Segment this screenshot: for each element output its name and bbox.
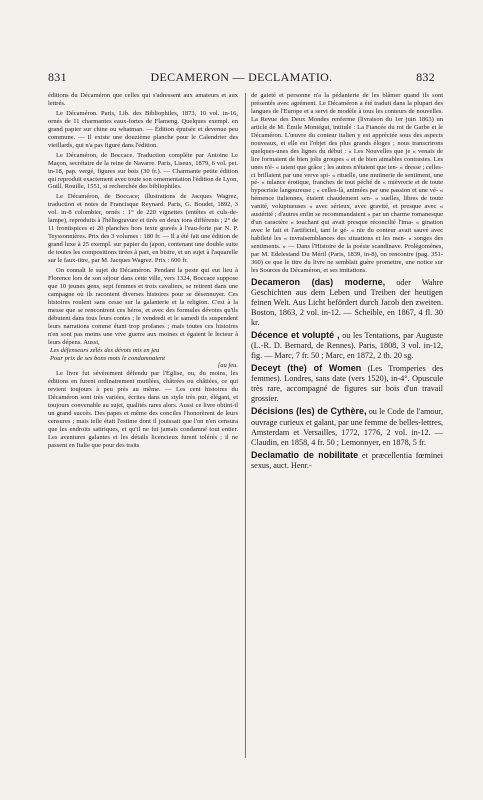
- left-column: [48, 92, 238, 450]
- paragraph: éditions du Décaméron que celles qui s'adressent aux amateurs et aux lettrés.: [48, 92, 238, 107]
- entry-text: (Les Tromperies des femmes). Londres, sans date (vers 1520), in-4°. Opuscule très rare, accompagné de figures sur bois d'un travail grossier.: [251, 364, 444, 404]
- dictionary-entry: [251, 363, 443, 404]
- dictionary-entry: [251, 330, 443, 361]
- running-title: DECAMERON — DECLAMATIO.: [150, 70, 333, 84]
- verse-line: Les défenseurs zélés des dévots mis en jeu: [50, 346, 160, 354]
- entry-headword: Declamatio de nobilitate: [251, 449, 359, 460]
- verse-line: Pour prix de ses bons mots le condamnaient: [50, 354, 166, 362]
- entry-text: oder Wahre Geschichten aus dem Leben und Treiben der heutigen feinen Welt. Aus Licht befördert durch Jacob den zweiten. Boston, 1863, 2 vol. in-12. — Scheible, en 1867, 4 fl. 30 kr.: [251, 277, 443, 328]
- paragraph: de gaieté et personne n'a la pédanterie de les blâmer quand ils sont présentés avec agrément. Le Décaméron a été traduit dans la plupart des langues de l'Europe et a servi de modèle à tous les conteurs de nouvelles. La Revue des Deux Mondes renferme (livraison du 1er juin 1863) un article de M. Émile Montégut, intitulé : La Fiancée du roi de Garbe et le Décaméron. L'œuvre du conteur italien y est appréciée sous des aspects nouveaux, et elle est l'objet des plus grands éloges ; nous transcrirons quelques-unes des lignes du début : « Les Nouvelles que je « venais de lire formaient de bien jolis groupes « et de bien aimables contrastes. Les unes n'é- « taient que grâce ; les autres n'étaient que ten- « dresse ; celles-ci brillaient par une verve spi- « rituelle, une mutinerie de sentiment, une pé- « tulance érotique, franches de tout péché de « mièvrerie et de toute hypocrisie langoureuse ; « celles-là, animées par une passion et une vé- « hémence italiennes, étaient chaudement sen- « suelles, libres de toute vanité, voluptueuses « avec sérieux, avec gravité, et presque avec « austérité ; d'autres enfin se recommandaient « par un charme romanesque d'un caractère « touchant qui avait presque réconcilié l'ima- « gination avec le fait et l'artificiel, tant le gé- « nie du conteur avait sauvé avec habileté les « invraisemblances des situations et les men- « songes des sentiments. » — Dans l'Histoire de la poésie scandinave. Prolégomènes, par M. Edelestand Du Méril (Paris, 1839, in-8), on rencontre (pag. 351-360) ce que le titre du livre ne semblait guère promettre, une notice sur les Sources du Décaméron, et ses imitations.: [251, 92, 443, 274]
- entry-headword: Décence et volupté ,: [251, 330, 340, 341]
- paragraph: Le Décaméron, de Boccace; illustrations de Jacques Wagrez, traduction et notes de Francisque Reynard. Paris, G. Boudet, 1892, 3 vol. in-8 colombier, ornés : 1° de 220 vignettes (entêtes et culs-de-lampe), reproduits à l'héliogravure et tirés en deux tons différents ; 2° de 11 frontispices et 20 planches hors texte gravés à l'eau-forte par N. P. Teyssonnières. Prix des 3 volumes : 180 fr. — Il a été fait une édition de grand luxe à 25 exempl. sur papier du japon, contenant une double suite de toutes les compositions tirées à part, en bistre, et un sujet à l'aquarelle sur le faux-titre, par M. Jacques Wagrez. Prix : 600 fr.: [48, 193, 238, 265]
- entry-headword: Décisions (les) de Cythère,: [251, 406, 367, 417]
- page-number-right: 832: [416, 70, 435, 84]
- entry-text: et præcellentia fœminei sexus, auct. Henr.-: [251, 450, 443, 470]
- paragraph: Le livre fut sévèrement défendu par l'Église, ou, du moins, les éditions en furent ordinairement mutilées, châtrées ou châtiées, ce qui revient toujours à peu près au même. — Les cent histoires du Décaméron sont très variées, écrites dans un style très pur, élégant, et toujours convenable au sujet, qualités rares alors. Aussi ce livre obtint-il un grand succès. Des papes et même des conciles l'honorèrent de leurs censures ; mais telle était l'estime dont il jouissait que l'on n'en censura que les endroits satiriques, et qu'il ne fut jamais condamné tout entier. Les aventures galantes et les détails licencieux furent tolérés ; il ne passent en Italie que pour des traits: [48, 370, 238, 449]
- paragraph: Le Décaméron. Paris, Lib. des Bibliophiles, 1873, 10 vol. in-16, ornés de 11 charmantes eaux-fortes de Flameng. Quelques exempl. en grand papier sur chine ou whatman. — Édition épuisée et devenue peu commune. — Il existe une douzième planche pour le Calendrier des vieillards, qui n'a pas figuré dans l'édition.: [48, 109, 238, 149]
- running-header: [48, 70, 435, 86]
- paragraph: Le Décaméron, de Boccace. Traduction complète par Antoine Le Maçon, secrétaire de la reine de Navarre. Paris, Liseux, 1879, 6 vol. pet. in-18, pap. vergé, figures sur bois (30 fr.). — Charmante petite édition qui reproduit exactement avec toute son ornementation l'édition de Lyon, Guill. Rouille, 1551, si recherchée des bibliophiles.: [48, 151, 238, 191]
- right-column: [251, 92, 443, 471]
- dictionary-entry: [251, 406, 443, 447]
- dictionary-entry: [251, 450, 443, 471]
- paragraph: On connaît le sujet du Décaméron. Pendant la peste qui eut lieu à Florence lors de son séjour dans cette ville, vers 1324, Boccace suppose que 10 jeunes gens, sept femmes et trois cavaliers, se retirent dans une campagne où ils racontent diverses histoires pour se désennuyer. Ces histoires roulent sans cesse sur la galanterie et la religion. C'est à la messe que se rencontrent ces héros, et avec des formules dévotes qu'ils débutent dans tous leurs contes ; le vendredi et le samedi ils suspendent leurs narrations comme étant trop profanes ; mais toutes ces histoires n'en sont pas moins une vive guerre aux moines et égaient le lecteur à leurs dépens. Aussi,: [48, 267, 238, 346]
- entry-text: ou le Code de l'amour, ouvrage curieux et galant, par une femme de belles-lettres, Amsterdam et Versailles, 1772, 1776, 2 vol. in-12. — Claudin, en 1858, 4 fr. 50 ; Lemonnyer, en 1878, 5 fr.: [251, 407, 443, 447]
- page-number-left: 831: [48, 70, 67, 84]
- dictionary-entry: [251, 277, 443, 328]
- verse-line: [au feu.: [217, 362, 238, 370]
- entry-text: ou les Tentations, par Auguste (L.-R. D. Bernard, de Rennes). Paris, 1808, 3 vol. in-12, fig. — Marc, 7 fr. 50 ; Marc, en 1872, 2 th. 20 sg.: [251, 331, 444, 361]
- entry-headword: Deceyt (the) of Women: [251, 363, 362, 374]
- entry-headword: Decameron (das) moderne,: [251, 276, 386, 287]
- column-divider: [245, 93, 246, 758]
